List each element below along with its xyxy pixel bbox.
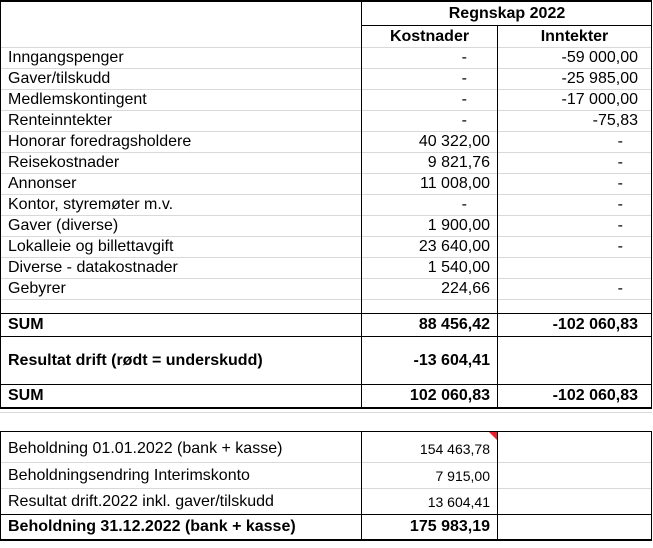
row-cost: - [461, 70, 467, 87]
holding-label: Beholdning 01.01.2022 (bank + kasse) [8, 440, 283, 457]
row-label: Reisekostnader [8, 154, 120, 171]
column-header-inntekter: Inntekter [540, 27, 609, 45]
holding-value: 13 604,41 [427, 493, 490, 510]
row-cost: 40 322,00 [418, 133, 490, 150]
holding-total-label: Beholdning 31.12.2022 (bank + kasse) [8, 518, 296, 535]
sum-total-label: SUM [8, 387, 44, 404]
row-label: Inngangspenger [8, 49, 124, 66]
row-cost: 11 008,00 [420, 175, 490, 192]
column-header-kostnader: Kostnader [389, 27, 470, 45]
row-cost: 9 821,76 [427, 154, 490, 171]
holding-value: 154 463,78 [419, 441, 490, 457]
row-cost: - [461, 196, 467, 213]
row-income: - [617, 175, 623, 192]
row-income: - [617, 196, 623, 213]
result-cost: -13 604,41 [413, 351, 490, 369]
holding-value: 7 915,00 [435, 467, 490, 484]
sum-total-income: -102 060,83 [552, 387, 638, 404]
row-income: - [617, 154, 623, 171]
header-regnskap-2022: Regnskap 2022 [448, 4, 566, 22]
row-cost: 1 900,00 [427, 217, 490, 234]
result-label: Resultat drift (rødt = underskudd) [8, 351, 263, 369]
holding-label: Beholdningsendring Interimskonto [8, 466, 250, 484]
row-label: Annonser [8, 175, 77, 192]
row-income: -17 000,00 [561, 91, 638, 108]
row-label: Lokalleie og billettavgift [8, 238, 174, 255]
holding-total-value: 175 983,19 [409, 518, 490, 535]
sum-total-cost: 102 060,83 [409, 387, 490, 404]
row-label: Kontor, styremøter m.v. [8, 196, 174, 213]
row-label: Honorar foredragsholdere [8, 133, 192, 150]
row-label: Gaver/tilskudd [8, 70, 111, 87]
row-income: -59 000,00 [561, 49, 638, 66]
row-income: - [617, 133, 623, 150]
row-label: Diverse - datakostnader [8, 259, 178, 276]
row-label: Gaver (diverse) [8, 217, 119, 234]
row-income: -25 985,00 [561, 70, 638, 87]
sum-income: -102 060,83 [552, 316, 638, 333]
row-income [499, 258, 623, 278]
row-cost: - [461, 49, 467, 66]
row-income: -75,83 [592, 112, 638, 129]
row-income: - [617, 217, 623, 234]
row-cost: 1 540,00 [427, 259, 490, 276]
row-income: - [617, 238, 623, 255]
row-label: Renteinntekter [8, 112, 113, 129]
row-label: Medlemskontingent [8, 91, 147, 108]
row-label: Gebyrer [8, 280, 66, 297]
row-cost: - [461, 112, 467, 129]
row-cost: 224,66 [441, 280, 490, 297]
row-cost: - [461, 91, 467, 108]
row-income: - [617, 280, 623, 297]
holding-label: Resultat drift.2022 inkl. gaver/tilskudd [8, 492, 274, 510]
comment-indicator-icon[interactable] [489, 432, 497, 440]
sum-cost: 88 456,42 [418, 316, 490, 333]
sum-label: SUM [8, 316, 44, 333]
row-cost: 23 640,00 [418, 238, 490, 255]
